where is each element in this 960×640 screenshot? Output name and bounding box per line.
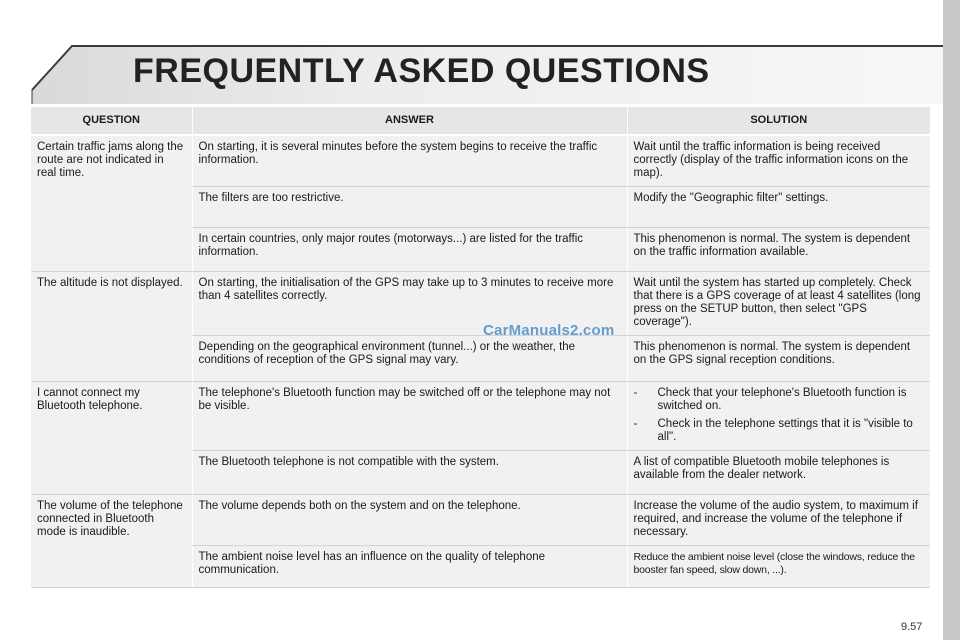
column-header-answer: ANSWER bbox=[192, 107, 627, 135]
answer-cell: The volume depends both on the system and on the telephone. bbox=[192, 495, 627, 546]
question-cell: I cannot connect my Bluetooth telephone. bbox=[31, 382, 192, 495]
answer-cell: The Bluetooth telephone is not compatible with the system. bbox=[192, 451, 627, 495]
table-row bbox=[31, 135, 930, 187]
answer-cell: On starting, the initialisation of the GPS may take up to 3 minutes to receive more than 4 satellites correctly. bbox=[192, 272, 627, 336]
bullet-dash: - bbox=[633, 387, 638, 399]
solution-cell: This phenomenon is normal. The system is dependent on the traffic information available. bbox=[627, 228, 930, 272]
answer-cell: The ambient noise level has an influence on the quality of telephone communication. bbox=[192, 546, 627, 588]
table-row bbox=[31, 382, 930, 451]
solution-cell: Reduce the ambient noise level (close the windows, reduce the booster fan speed, slow down, ...). bbox=[627, 546, 930, 588]
solution-bullet bbox=[634, 418, 925, 444]
question-cell: The volume of the telephone connected in Bluetooth mode is inaudible. bbox=[31, 495, 192, 588]
bullet-text: Check in the telephone settings that it is "visible to all". bbox=[657, 418, 913, 443]
solution-cell bbox=[627, 382, 930, 451]
answer-cell: On starting, it is several minutes before the system begins to receive the traffic information. bbox=[192, 135, 627, 187]
solution-cell: A list of compatible Bluetooth mobile telephones is available from the dealer network. bbox=[627, 451, 930, 495]
page-edge-strip bbox=[943, 0, 960, 640]
column-header-question: QUESTION bbox=[31, 107, 192, 135]
table-row bbox=[31, 272, 930, 336]
page-title: FREQUENTLY ASKED QUESTIONS bbox=[133, 52, 710, 90]
solution-cell: Wait until the system has started up completely. Check that there is a GPS coverage of at least 4 satellites (long press on the SETUP button, then select "GPS coverage"). bbox=[627, 272, 930, 336]
page-number: 9.57 bbox=[901, 621, 923, 633]
bullet-dash: - bbox=[633, 418, 638, 430]
answer-cell: The filters are too restrictive. bbox=[192, 187, 627, 228]
solution-cell: Wait until the traffic information is being received correctly (display of the traffic information icons on the map). bbox=[627, 135, 930, 187]
answer-cell: In certain countries, only major routes (motorways...) are listed for the traffic information. bbox=[192, 228, 627, 272]
table-row bbox=[31, 495, 930, 546]
answer-cell: Depending on the geographical environment (tunnel...) or the weather, the conditions of reception of the GPS signal may vary. bbox=[192, 336, 627, 382]
bullet-text: Check that your telephone's Bluetooth function is switched on. bbox=[657, 387, 907, 412]
solution-cell: This phenomenon is normal. The system is dependent on the GPS signal reception conditions. bbox=[627, 336, 930, 382]
faq-table bbox=[31, 107, 930, 588]
solution-cell: Increase the volume of the audio system, to maximum if required, and increase the volume of the telephone if necessary. bbox=[627, 495, 930, 546]
question-cell: Certain traffic jams along the route are not indicated in real time. bbox=[31, 135, 192, 272]
table-header-row bbox=[31, 107, 930, 135]
column-header-solution: SOLUTION bbox=[627, 107, 930, 135]
watermark-text: CarManuals2.com bbox=[483, 322, 615, 339]
solution-bullet bbox=[634, 387, 925, 413]
question-cell: The altitude is not displayed. bbox=[31, 272, 192, 382]
answer-cell: The telephone's Bluetooth function may be switched off or the telephone may not be visible. bbox=[192, 382, 627, 451]
header-banner bbox=[0, 0, 943, 104]
solution-cell: Modify the "Geographic filter" settings. bbox=[627, 187, 930, 228]
